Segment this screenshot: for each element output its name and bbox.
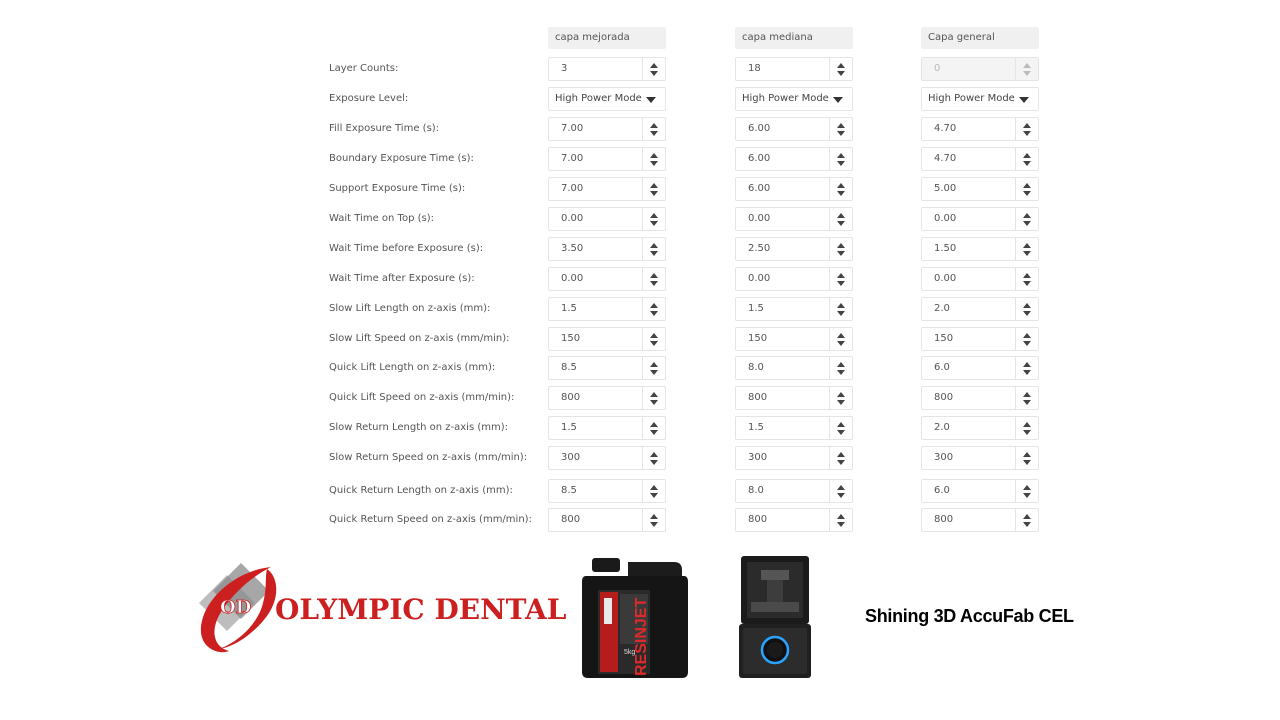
stepper-buttons — [1015, 328, 1038, 350]
chevron-down-icon[interactable] — [1023, 221, 1031, 226]
caret-down-icon[interactable] — [1019, 97, 1029, 103]
stepper-value[interactable]: 5.00 — [934, 183, 957, 194]
chevron-down-icon[interactable] — [650, 400, 658, 405]
chevron-down-icon[interactable] — [650, 341, 658, 346]
chevron-up-icon[interactable] — [1023, 273, 1031, 278]
chevron-up-icon[interactable] — [1023, 333, 1031, 338]
chevron-down-icon[interactable] — [837, 341, 845, 346]
number-stepper[interactable] — [548, 207, 666, 231]
chevron-up-icon[interactable] — [837, 303, 845, 308]
number-stepper[interactable] — [548, 147, 666, 171]
chevron-down-icon[interactable] — [837, 311, 845, 316]
column-header-capa-mejorada: capa mejorada — [548, 27, 666, 49]
stepper-value[interactable]: 4.70 — [934, 123, 957, 134]
stepper-value[interactable]: 150 — [748, 333, 768, 344]
column-header-capa-general: Capa general — [921, 27, 1039, 49]
stepper-buttons — [1015, 417, 1038, 439]
chevron-up-icon[interactable] — [650, 362, 658, 367]
chevron-up-icon[interactable] — [650, 485, 658, 490]
number-stepper[interactable] — [735, 356, 853, 380]
stepper-value[interactable]: 0.00 — [748, 273, 771, 284]
chevron-up-icon[interactable] — [650, 303, 658, 308]
row-label: Slow Return Length on z-axis (mm): — [329, 422, 508, 433]
row-label: Quick Lift Length on z-axis (mm): — [329, 362, 496, 373]
chevron-up-icon[interactable] — [650, 243, 658, 248]
stepper-value[interactable]: 7.00 — [561, 123, 584, 134]
stepper-value[interactable]: 800 — [561, 514, 581, 525]
chevron-down-icon[interactable] — [837, 251, 845, 256]
chevron-down-icon[interactable] — [650, 191, 658, 196]
stepper-value[interactable]: 1.50 — [934, 243, 957, 254]
chevron-down-icon[interactable] — [650, 281, 658, 286]
stepper-value[interactable]: 300 — [934, 452, 954, 463]
caret-down-icon[interactable] — [646, 97, 656, 103]
printer-image — [737, 554, 813, 680]
number-stepper[interactable] — [921, 267, 1039, 291]
stepper-value[interactable]: 800 — [561, 392, 581, 403]
stepper-value[interactable]: 2.50 — [748, 243, 771, 254]
number-stepper[interactable] — [921, 386, 1039, 410]
chevron-up-icon[interactable] — [1023, 153, 1031, 158]
number-stepper[interactable] — [921, 297, 1039, 321]
chevron-up-icon[interactable] — [837, 273, 845, 278]
chevron-down-icon[interactable] — [1023, 191, 1031, 196]
chevron-down-icon[interactable] — [837, 522, 845, 527]
exposure-level-select[interactable] — [921, 87, 1039, 111]
chevron-down-icon[interactable] — [837, 161, 845, 166]
stepper-buttons — [829, 208, 852, 230]
stepper-buttons — [1015, 118, 1038, 140]
row-label: Slow Lift Speed on z-axis (mm/min): — [329, 333, 510, 344]
chevron-up-icon[interactable] — [837, 333, 845, 338]
stepper-buttons — [829, 148, 852, 170]
chevron-up-icon[interactable] — [837, 123, 845, 128]
stepper-value[interactable]: 8.5 — [561, 485, 577, 496]
stepper-buttons — [1015, 447, 1038, 469]
chevron-down-icon[interactable] — [650, 460, 658, 465]
stepper-buttons — [1015, 387, 1038, 409]
number-stepper[interactable] — [735, 207, 853, 231]
chevron-up-icon[interactable] — [650, 273, 658, 278]
chevron-down-icon[interactable] — [837, 281, 845, 286]
chevron-up-icon[interactable] — [837, 485, 845, 490]
number-stepper[interactable] — [921, 479, 1039, 503]
stepper-buttons — [642, 148, 665, 170]
chevron-down-icon[interactable] — [1023, 161, 1031, 166]
stepper-buttons — [642, 208, 665, 230]
number-stepper[interactable] — [548, 267, 666, 291]
row-label: Support Exposure Time (s): — [329, 183, 466, 194]
chevron-up-icon[interactable] — [1023, 123, 1031, 128]
number-stepper[interactable] — [548, 237, 666, 261]
number-stepper[interactable] — [735, 297, 853, 321]
chevron-down-icon[interactable] — [650, 493, 658, 498]
stepper-value[interactable]: 800 — [934, 514, 954, 525]
chevron-up-icon[interactable] — [650, 183, 658, 188]
chevron-down-icon[interactable] — [837, 430, 845, 435]
chevron-up-icon[interactable] — [837, 362, 845, 367]
number-stepper[interactable] — [735, 117, 853, 141]
chevron-up-icon[interactable] — [1023, 303, 1031, 308]
caret-down-icon[interactable] — [833, 97, 843, 103]
number-stepper[interactable] — [735, 177, 853, 201]
chevron-up-icon[interactable] — [1023, 183, 1031, 188]
number-stepper[interactable] — [548, 327, 666, 351]
number-stepper[interactable] — [921, 446, 1039, 470]
number-stepper[interactable] — [921, 356, 1039, 380]
stepper-value[interactable]: 18 — [748, 63, 761, 74]
chevron-down-icon[interactable] — [1023, 493, 1031, 498]
row-label: Quick Return Speed on z-axis (mm/min): — [329, 514, 532, 525]
chevron-down-icon[interactable] — [650, 522, 658, 527]
chevron-down-icon[interactable] — [1023, 400, 1031, 405]
row-label: Fill Exposure Time (s): — [329, 123, 440, 134]
number-stepper[interactable] — [548, 57, 666, 81]
chevron-up-icon[interactable] — [1023, 392, 1031, 397]
stepper-buttons — [642, 328, 665, 350]
chevron-down-icon[interactable] — [837, 191, 845, 196]
number-stepper[interactable] — [921, 508, 1039, 532]
stepper-value[interactable]: 3.50 — [561, 243, 584, 254]
stepper-value[interactable]: 3 — [561, 63, 568, 74]
stepper-value[interactable]: 800 — [748, 392, 768, 403]
stepper-value[interactable]: 0.00 — [561, 273, 584, 284]
exposure-level-select[interactable] — [735, 87, 853, 111]
stepper-buttons — [829, 417, 852, 439]
stepper-buttons — [1015, 148, 1038, 170]
stepper-value[interactable]: 8.5 — [561, 362, 577, 373]
number-stepper[interactable] — [548, 297, 666, 321]
chevron-up-icon — [1023, 63, 1031, 68]
stepper-buttons — [1015, 509, 1038, 531]
chevron-up-icon[interactable] — [837, 63, 845, 68]
stepper-buttons — [642, 238, 665, 260]
number-stepper[interactable] — [548, 446, 666, 470]
chevron-up-icon[interactable] — [1023, 362, 1031, 367]
stepper-value[interactable]: 6.0 — [934, 485, 950, 496]
number-stepper[interactable] — [548, 177, 666, 201]
stepper-buttons — [829, 328, 852, 350]
row-label: Quick Return Length on z-axis (mm): — [329, 485, 513, 496]
number-stepper[interactable] — [735, 237, 853, 261]
number-stepper[interactable] — [548, 416, 666, 440]
stepper-buttons — [1015, 238, 1038, 260]
number-stepper[interactable] — [735, 267, 853, 291]
stepper-value[interactable]: 0.00 — [934, 213, 957, 224]
number-stepper[interactable] — [921, 177, 1039, 201]
row-label: Slow Return Speed on z-axis (mm/min): — [329, 452, 528, 463]
chevron-down-icon[interactable] — [837, 71, 845, 76]
chevron-down-icon[interactable] — [1023, 341, 1031, 346]
logo-initials: OD — [220, 597, 252, 618]
chevron-up-icon[interactable] — [837, 392, 845, 397]
chevron-up-icon[interactable] — [1023, 452, 1031, 457]
row-label: Exposure Level: — [329, 93, 409, 104]
chevron-down-icon[interactable] — [837, 460, 845, 465]
stepper-buttons — [829, 238, 852, 260]
stepper-buttons — [642, 447, 665, 469]
stepper-value: 0 — [934, 63, 941, 74]
chevron-up-icon[interactable] — [650, 422, 658, 427]
stepper-buttons — [642, 268, 665, 290]
chevron-down-icon[interactable] — [837, 370, 845, 375]
chevron-down-icon[interactable] — [1023, 522, 1031, 527]
chevron-down-icon[interactable] — [650, 430, 658, 435]
chevron-up-icon[interactable] — [1023, 213, 1031, 218]
number-stepper[interactable] — [548, 386, 666, 410]
number-stepper[interactable] — [921, 327, 1039, 351]
select-value: High Power Mode — [555, 93, 642, 104]
stepper-buttons — [642, 357, 665, 379]
chevron-up-icon[interactable] — [650, 153, 658, 158]
chevron-up-icon[interactable] — [650, 123, 658, 128]
row-label: Slow Lift Length on z-axis (mm): — [329, 303, 491, 314]
stepper-value[interactable]: 8.0 — [748, 485, 764, 496]
stepper-buttons — [829, 178, 852, 200]
stepper-value[interactable]: 6.00 — [748, 153, 771, 164]
number-stepper[interactable] — [921, 237, 1039, 261]
number-stepper[interactable] — [735, 508, 853, 532]
chevron-down-icon[interactable] — [837, 493, 845, 498]
number-stepper[interactable] — [735, 416, 853, 440]
chevron-down-icon[interactable] — [837, 131, 845, 136]
chevron-up-icon[interactable] — [837, 153, 845, 158]
stepper-value[interactable]: 8.0 — [748, 362, 764, 373]
stepper-buttons — [1015, 357, 1038, 379]
chevron-down-icon[interactable] — [1023, 370, 1031, 375]
chevron-down-icon[interactable] — [1023, 460, 1031, 465]
number-stepper[interactable] — [548, 479, 666, 503]
chevron-down-icon — [1023, 71, 1031, 76]
chevron-down-icon[interactable] — [650, 221, 658, 226]
chevron-up-icon[interactable] — [837, 183, 845, 188]
stepper-value[interactable]: 300 — [561, 452, 581, 463]
stepper-buttons — [642, 480, 665, 502]
number-stepper[interactable] — [735, 386, 853, 410]
number-stepper[interactable] — [735, 57, 853, 81]
stepper-buttons — [829, 480, 852, 502]
printer-caption: Shining 3D AccuFab CEL — [865, 606, 1074, 626]
stepper-value[interactable]: 150 — [934, 333, 954, 344]
chevron-down-icon[interactable] — [650, 131, 658, 136]
chevron-down-icon[interactable] — [650, 370, 658, 375]
row-label: Wait Time before Exposure (s): — [329, 243, 484, 254]
chevron-down-icon[interactable] — [1023, 430, 1031, 435]
chevron-down-icon[interactable] — [650, 161, 658, 166]
stepper-value[interactable]: 6.00 — [748, 123, 771, 134]
number-stepper[interactable] — [548, 356, 666, 380]
stepper-value[interactable]: 7.00 — [561, 153, 584, 164]
stepper-buttons — [829, 298, 852, 320]
chevron-down-icon[interactable] — [837, 221, 845, 226]
stepper-buttons — [829, 509, 852, 531]
stepper-buttons — [829, 58, 852, 80]
stepper-value[interactable]: 300 — [748, 452, 768, 463]
chevron-down-icon[interactable] — [650, 311, 658, 316]
chevron-down-icon[interactable] — [650, 251, 658, 256]
chevron-up-icon[interactable] — [837, 213, 845, 218]
stepper-buttons — [642, 509, 665, 531]
stepper-value[interactable]: 1.5 — [561, 422, 577, 433]
stepper-buttons — [1015, 298, 1038, 320]
stepper-value[interactable]: 0.00 — [934, 273, 957, 284]
select-value: High Power Mode — [742, 93, 829, 104]
stepper-buttons — [642, 298, 665, 320]
stepper-value[interactable]: 1.5 — [561, 303, 577, 314]
stepper-buttons — [1015, 480, 1038, 502]
number-stepper[interactable] — [921, 117, 1039, 141]
number-stepper — [921, 57, 1039, 81]
chevron-up-icon[interactable] — [837, 243, 845, 248]
chevron-up-icon[interactable] — [650, 213, 658, 218]
row-label: Wait Time after Exposure (s): — [329, 273, 475, 284]
exposure-level-select[interactable] — [548, 87, 666, 111]
row-label: Boundary Exposure Time (s): — [329, 153, 474, 164]
stepper-buttons — [829, 118, 852, 140]
stepper-buttons — [642, 417, 665, 439]
stepper-buttons — [829, 268, 852, 290]
chevron-up-icon[interactable] — [837, 422, 845, 427]
stepper-buttons — [829, 447, 852, 469]
stepper-buttons — [1015, 268, 1038, 290]
chevron-up-icon[interactable] — [650, 514, 658, 519]
resin-brand-label: RESINJET — [633, 597, 650, 676]
chevron-down-icon[interactable] — [1023, 281, 1031, 286]
stepper-value[interactable]: 2.0 — [934, 422, 950, 433]
stepper-buttons — [642, 58, 665, 80]
stepper-buttons — [829, 387, 852, 409]
chevron-up-icon[interactable] — [837, 514, 845, 519]
chevron-up-icon[interactable] — [650, 333, 658, 338]
chevron-up-icon[interactable] — [650, 63, 658, 68]
stepper-value[interactable]: 150 — [561, 333, 581, 344]
stepper-buttons — [829, 357, 852, 379]
number-stepper[interactable] — [548, 117, 666, 141]
number-stepper[interactable] — [735, 479, 853, 503]
stepper-value[interactable]: 1.5 — [748, 303, 764, 314]
chevron-down-icon[interactable] — [1023, 311, 1031, 316]
number-stepper[interactable] — [921, 207, 1039, 231]
chevron-up-icon[interactable] — [1023, 514, 1031, 519]
chevron-up-icon[interactable] — [1023, 485, 1031, 490]
stepper-buttons — [1015, 58, 1038, 80]
chevron-up-icon[interactable] — [837, 452, 845, 457]
stepper-value[interactable]: 4.70 — [934, 153, 957, 164]
column-header-capa-mediana: capa mediana — [735, 27, 853, 49]
chevron-up-icon[interactable] — [650, 452, 658, 457]
resin-size-label: 5kg — [624, 649, 636, 656]
chevron-down-icon[interactable] — [650, 71, 658, 76]
number-stepper[interactable] — [735, 446, 853, 470]
stepper-value[interactable]: 0.00 — [561, 213, 584, 224]
select-value: High Power Mode — [928, 93, 1015, 104]
stepper-value[interactable]: 0.00 — [748, 213, 771, 224]
chevron-down-icon[interactable] — [1023, 251, 1031, 256]
stepper-value[interactable]: 6.00 — [748, 183, 771, 194]
stepper-buttons — [642, 387, 665, 409]
stepper-value[interactable]: 800 — [934, 392, 954, 403]
chevron-up-icon[interactable] — [1023, 243, 1031, 248]
number-stepper[interactable] — [921, 416, 1039, 440]
stepper-value[interactable]: 2.0 — [934, 303, 950, 314]
stepper-value[interactable]: 6.0 — [934, 362, 950, 373]
olympic-dental-wordmark: OLYMPIC DENTAL — [275, 593, 567, 626]
chevron-up-icon[interactable] — [650, 392, 658, 397]
number-stepper[interactable] — [735, 147, 853, 171]
stepper-buttons — [1015, 178, 1038, 200]
stepper-buttons — [642, 118, 665, 140]
row-label: Layer Counts: — [329, 63, 399, 74]
stepper-value[interactable]: 1.5 — [748, 422, 764, 433]
stepper-value[interactable]: 800 — [748, 514, 768, 525]
stepper-value[interactable]: 7.00 — [561, 183, 584, 194]
stepper-buttons — [642, 178, 665, 200]
row-label: Quick Lift Speed on z-axis (mm/min): — [329, 392, 515, 403]
row-label: Wait Time on Top (s): — [329, 213, 434, 224]
resin-bottle-image — [578, 554, 690, 680]
chevron-down-icon[interactable] — [837, 400, 845, 405]
stepper-buttons — [1015, 208, 1038, 230]
chevron-down-icon[interactable] — [1023, 131, 1031, 136]
chevron-up-icon[interactable] — [1023, 422, 1031, 427]
number-stepper[interactable] — [921, 147, 1039, 171]
number-stepper[interactable] — [735, 327, 853, 351]
number-stepper[interactable] — [548, 508, 666, 532]
